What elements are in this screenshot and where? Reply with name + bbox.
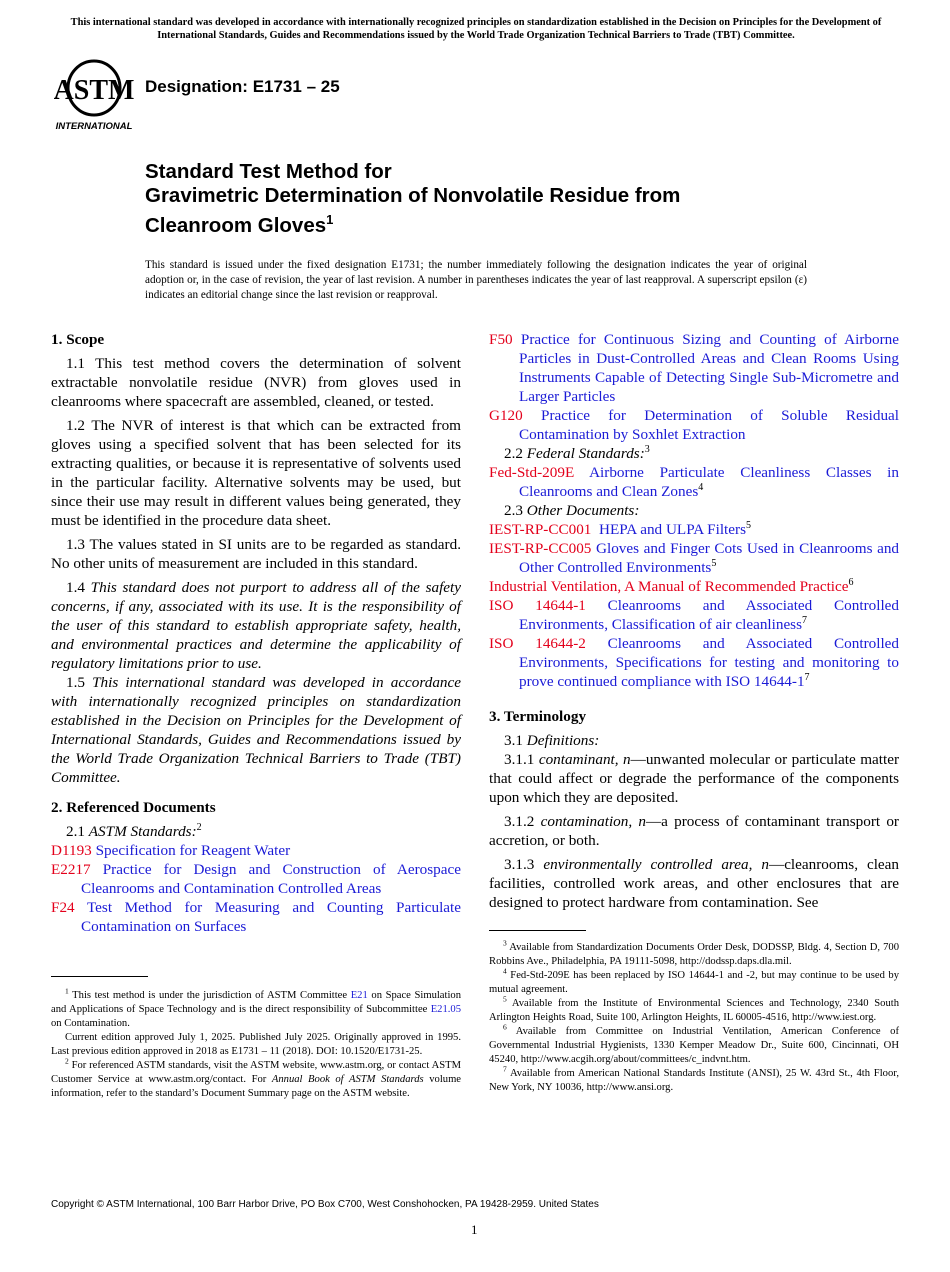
footnote-4 [489,966,900,997]
paragraph-1-1: 1.1 This test method covers the determination of solvent extractable nonvolatile residue (NVR) from gloves used in cleanrooms where spacecraft are assembled, cleaned, or tested. [51,355,461,410]
footnote-5 [489,994,899,1025]
page-number: 1 [471,1222,478,1237]
reference-code[interactable]: Industrial Ventilation, A Manual of Recommended Practice [489,578,849,595]
astm-standards-number: 2.1 [66,823,85,840]
section-2-heading: 2. Referenced Documents [51,799,216,816]
copyright-notice: Copyright © ASTM International, 100 Barr Harbor Drive, PO Box C700, West Conshohocken, PA 19428-2959. United States [51,1199,599,1210]
paragraph-1-5-text: This international standard was developed in accordance with internationally recognized principles on standardization established in the Decision on Principles for the Development of International Standards, Guides and Recommendations issued by the World Trade Organization Technical Barriers to Trade (TBT) Committee. [51,674,462,786]
reference-footnote-mark: 5 [711,557,717,569]
federal-standards-number: 2.2 [504,445,523,462]
footnote-3 [489,938,899,969]
reference-code[interactable]: IEST-RP-CC005 [489,540,592,557]
paragraph-1-4-text: This standard does not purport to address all of the safety concerns, if any, associated with its use. It is the responsibility of the user of this standard to establish appropriate safety, health, and environmental practices and determine the applicability of regulatory limitations prior to use. [51,579,462,672]
designation [145,77,340,97]
paragraph-1-5 [51,673,461,787]
reference-title[interactable]: Practice for Continuous Sizing and Counting of Airborne Particles in Dust-Controlled Areas and Clean Rooms Using Instruments Capable of Detecting Single Sub-Micrometre and Larger Particles [519,331,900,405]
paragraph-1-3: 1.3 The values stated in SI units are to be regarded as standard. No other units of measurement are included in this standard. [51,536,461,572]
reference-item[interactable] [489,539,899,577]
footnote-4-text: Fed-Std-209E has been replaced by ISO 14644-1 and -2, but may continue to be used by mutual agreement. [489,970,900,995]
other-documents-number: 2.3 [504,502,523,519]
reference-footnote-mark: 7 [804,671,810,683]
footnote-2 [51,1056,462,1101]
right-column [489,330,899,912]
reference-item[interactable] [489,634,899,691]
reference-code[interactable]: ISO 14644-2 [489,635,586,652]
title-line-2: Gravimetric Determination of Nonvolatile Residue from [145,184,681,207]
astm-standards-subheading [51,822,461,841]
reference-code[interactable]: F50 [489,331,513,348]
reference-code[interactable]: E2217 [51,861,91,878]
committee-link[interactable]: E21 [350,990,368,1001]
section-1-heading: 1. Scope [51,331,105,348]
footnote-6-mark: 6 [503,1022,507,1032]
definition-text: —a process of contaminant transport or accretion, or both. [489,813,899,849]
document-title [145,160,905,238]
definitions-label: Definitions: [526,732,600,749]
reference-footnote-mark: 6 [848,576,854,588]
definition-term: contaminant, n [538,751,631,768]
footnote-2-text: For referenced ASTM standards, visit the ASTM website, www.astm.org, or contact ASTM Customer Service at www.astm.org/contact. For [51,1060,461,1085]
footnote-7-mark: 7 [503,1064,507,1074]
section-3-heading: 3. Terminology [489,708,587,725]
footnote-1-mark: 1 [65,986,69,996]
footnote-7 [489,1064,899,1095]
title-line-1: Standard Test Method for [145,160,392,183]
other-documents-label: Other Documents: [526,502,640,519]
reference-code[interactable]: IEST-RP-CC001 [489,521,592,538]
footnotes-right [489,938,900,1095]
reference-title[interactable]: Airborne Particulate Cleanliness Classes in Cleanrooms and Clean Zones [519,464,899,500]
footnote-1-edition: Current edition approved July 1, 2025. Published July 2025. Originally approved in 1995. Last previous edition approved in 2018 as E1731 – 11 (2018). DOI: 10.1520/E1731-25. [51,1032,461,1057]
footnote-2-text-b: volume information, refer to the standard’s Document Summary page on the ASTM website. [51,1074,462,1099]
footnote-2-mark: 2 [65,1056,69,1066]
reference-title[interactable]: Cleanrooms and Associated Controlled Environments, Classification of air cleanliness [519,597,899,633]
paragraph-1-4 [51,578,461,673]
reference-footnote-mark: 5 [745,519,751,531]
reference-title[interactable]: Cleanrooms and Associated Controlled Environments, Specifications for testing and monitoring to prove continued compliance with ISO 14644-1 [519,635,899,690]
paragraph-1-4-number: 1.4 [66,579,85,596]
definition-number: 3.1.3 [504,856,535,873]
astm-standards-mark: 2 [196,821,202,833]
astm-standards-label: ASTM Standards: [88,823,197,840]
footnote-1-text: This test method is under the jurisdiction of ASTM Committee [72,990,348,1001]
footnote-rule-left [51,976,148,977]
reference-title[interactable]: Gloves and Finger Cots Used in Cleanrooms and Other Controlled Environments [519,540,900,576]
definition-contaminant [489,750,899,807]
top-notice: This international standard was developed in accordance with internationally recognized principles on standardization established in the Decision on Principles for the Development of International Standards, Guides and Recommendations issued by the World Trade Organization Technical Barriers to Trade (TBT) Committee. [70,17,882,41]
reference-title[interactable]: Practice for Design and Construction of Aerospace Cleanrooms and Contamination Controlled Areas [81,861,462,897]
reference-item[interactable] [489,577,899,596]
definition-controlled-area [489,855,899,912]
reference-item[interactable] [489,520,899,539]
footnote-1-text-b: on Space Simulation and Applications of Space Technology and is the direct responsibility of Subcommittee [51,990,461,1015]
footnote-1-text-c: on Contamination. [51,1018,130,1029]
footnote-7-text: Available from American National Standards Institute (ANSI), 25 W. 43rd St., 4th Floor, New York, NY 10036, http://www.ansi.org. [489,1068,899,1093]
footnote-5-mark: 5 [503,994,507,1004]
definition-contamination [489,812,899,850]
reference-footnote-mark: 4 [698,481,704,493]
reference-item[interactable] [489,463,899,501]
footnote-3-mark: 3 [503,938,507,948]
reference-item[interactable] [489,406,899,444]
reference-code[interactable]: Fed-Std-209E [489,464,575,481]
footnote-rule-right [489,930,586,931]
astm-logo [54,56,134,132]
reference-title[interactable]: HEPA and ULPA Filters [599,521,746,538]
footnote-2-italic: Annual Book of ASTM Standards [271,1074,424,1085]
issued-note: This standard is issued under the fixed designation E1731; the number immediately following the designation indicates the year of original adoption or, in the case of revision, the year of last revision. A number in parentheses indicates the year of last reapproval. A superscript epsilon (ε) indicates an editorial change since the last revision or reapproval. [145,259,807,301]
paragraph-1-5-number: 1.5 [66,674,85,691]
definitions-subheading [489,731,899,750]
paragraph-1-2: 1.2 The NVR of interest is that which can be extracted from gloves using a specified solvent that has been selected for its extracting qualities, or because it is representative of solvents used in the particular facility. Alternative solvents may be used, but since their use may result in different values being generated, they must be identified in the procedure data sheet. [51,417,461,529]
reference-code[interactable]: ISO 14644-1 [489,597,586,614]
definition-text: —cleanrooms, clean facilities, controlled work areas, and other enclosures that are designed to protect hardware from contamination. See [489,856,900,911]
footnote-3-text: Available from Standardization Documents Order Desk, DODSSP, Bldg. 4, Section D, 700 Robbins Ave., Philadelphia, PA 19111-5098, http://dodssp.daps.dla.mil. [489,942,899,967]
footnote-6-text: Available from Committee on Industrial Ventilation, American Conference of Governmental Industrial Hygienists, 1330 Kemper Meadow Dr., Suite 600, Cincinnati, OH 45240, http://www.acgih.org/about/committees/c_indvnt.htm. [489,1026,899,1065]
reference-item[interactable] [51,841,461,860]
federal-standards-subheading [489,444,899,463]
reference-code[interactable]: F24 [51,899,75,916]
reference-footnote-mark: 7 [802,614,808,626]
reference-item[interactable] [51,860,461,898]
logo-text: ASTM [54,75,134,106]
reference-item[interactable] [51,898,461,936]
subcommittee-link[interactable]: E21.05 [430,1004,461,1015]
federal-standards-mark: 3 [644,443,650,455]
definition-number: 3.1.1 [504,751,535,768]
definition-term: contamination, n [540,813,646,830]
definition-text: —unwanted molecular or particulate matter that could affect or degrade the performance of the components upon which they are deposited. [489,751,899,806]
reference-title[interactable]: Practice for Determination of Soluble Residual Contamination by Soxhlet Extraction [519,407,900,443]
definition-number: 3.1.2 [504,813,535,830]
reference-item[interactable] [489,330,899,406]
definition-term: environmentally controlled area, n [543,856,769,873]
title-line-3: Cleanroom Gloves [145,213,327,237]
designation-number: E1731 – 25 [252,77,340,96]
federal-standards-label: Federal Standards: [526,445,645,462]
footnote-1 [51,986,461,1031]
footnote-6 [489,1022,899,1067]
reference-code[interactable]: D1193 [51,842,92,859]
left-column [51,330,461,936]
reference-title[interactable]: Test Method for Measuring and Counting Particulate Contamination on Surfaces [81,899,461,935]
footnote-5-text: Available from the Institute of Environmental Sciences and Technology, 2340 South Arlington Heights Road, Suite 100, Arlington Heights, IL 60005-4516, http://www.iest.org. [489,998,899,1023]
reference-title[interactable]: Specification for Reagent Water [95,842,291,859]
logo-subtext: INTERNATIONAL [55,121,133,132]
definitions-number: 3.1 [504,732,523,749]
title-footnote-mark: 1 [326,212,334,227]
other-documents-subheading [489,501,899,520]
reference-code[interactable]: G120 [489,407,523,424]
footnote-4-mark: 4 [503,966,507,976]
reference-item[interactable] [489,596,899,634]
footnotes-left [51,986,462,1101]
designation-label: Designation: [145,77,248,96]
